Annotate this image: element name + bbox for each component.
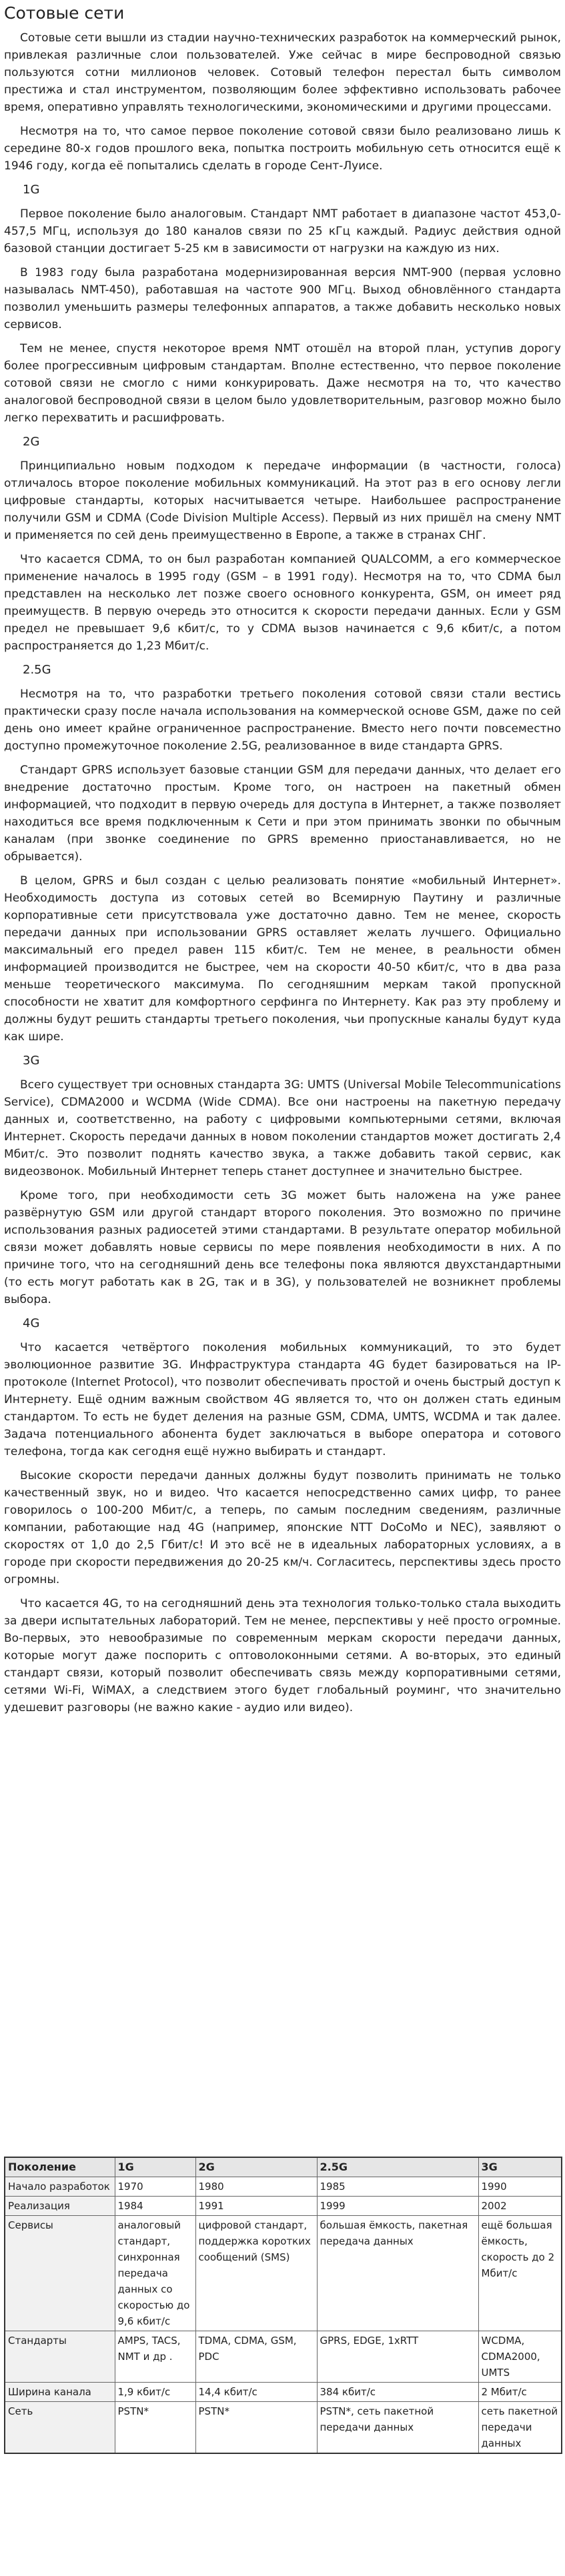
table-row-label: Ширина канала: [5, 2383, 115, 2402]
article-body: [4, 29, 561, 1716]
table-row: [5, 2177, 562, 2197]
table-row: [5, 2197, 562, 2216]
table-cell: сеть пакетной передачи данных: [478, 2402, 562, 2454]
table-row-label: Сервисы: [5, 2216, 115, 2331]
paragraph: В целом, GPRS и был создан с целью реализовать понятие «мобильный Интернет». Необходимость доступа из сотовых сетей во Всемирную Паутину и различные корпоративные сети присутствовала уже достаточно давно. Тем не менее, скорость передачи данных при использовании GPRS оставляет желать лучшего. Официально максимальный его предел равен 115 кбит/с. Тем не менее, в реальности обмен информацией производится не быстрее, чем на скорости 40-50 кбит/с, что в два раза меньше теоретического максимума. По сегодняшним меркам такой пропускной способности не хватит для комфортного серфинга по Интернету. Как раз эту проблему и должны будут решить стандарты третьего поколения, чьи пропускные каналы будут куда как шире.: [4, 874, 561, 1044]
table-header-cell: 3G: [478, 2157, 562, 2177]
section-heading-2-5g: 2.5G: [23, 663, 51, 677]
table-cell: аналоговый стандарт, синхронная передача данных со скоростью до 9,6 кбит/с: [115, 2216, 195, 2331]
table-cell: PSTN*, сеть пакетной передачи данных: [317, 2402, 478, 2454]
paragraph: Что касается четвёртого поколения мобильных коммуникаций, то это будет эволюционное развитие 3G. Инфраструктура стандарта 4G будет базироваться на IP-протоколе (Internet Protocol), что позволит обеспечивать простой и очень быстрый доступ к Интернету. Ещё одним важным свойством 4G является то, что он должен стать единым стандартом. То есть не будет деления на разные GSM, CDMA, UMTS, WCDMA и так далее. Задача потенциального абонента будет заключаться в выборе оператора и сотового телефона, тогда как сегодня ещё нужно выбирать и стандарт.: [4, 1341, 561, 1458]
table-cell: 1985: [317, 2177, 478, 2197]
section-heading-2g: 2G: [23, 435, 40, 449]
paragraph: Первое поколение было аналоговым. Стандарт NMT работает в диапазоне частот 453,0-457,5 МГц, используя до 180 каналов связи по 25 кГц каждый. Радиус действия одной базовой станции достигает 5-25 км в зависимости от нагрузки на каждую из них.: [4, 207, 561, 255]
intro-paragraph: Несмотря на то, что самое первое поколение сотовой связи было реализовано лишь к середине 80-х годов прошлого века, попытка построить мобильную сеть относится ещё к 1946 году, когда её попытались сделать в городе Сент-Луисе.: [4, 125, 561, 173]
table-cell: 1990: [478, 2177, 562, 2197]
table-cell: 1991: [195, 2197, 317, 2216]
table-cell: PSTN*: [195, 2402, 317, 2454]
paragraph: Что касается 4G, то на сегодняшний день эта технология только-только стала выходить за двери испытательных лабораторий. Тем не менее, перспективы у неё просто огромные. Во-первых, это невообразимые по современным меркам скорости передачи данных, которые могут даже поспорить с оптоволоконными сетями. А во-вторых, это единый стандарт связи, который позволит обеспечивать связь между корпоративными сетями, сетями Wi-Fi, WiMAX, а следствием этого будет глобальный роуминг, что значительно удешевит разговоры (не важно какие - аудио или видео).: [4, 1597, 561, 1714]
table-cell: 2 Мбит/с: [478, 2383, 562, 2402]
table-cell: 1999: [317, 2197, 478, 2216]
table-cell: ещё большая ёмкость, скорость до 2 Мбит/с: [478, 2216, 562, 2331]
table-cell: AMPS, TACS, NMT и др .: [115, 2331, 195, 2383]
table-cell: 1980: [195, 2177, 317, 2197]
page-title: Сотовые сети: [4, 3, 125, 23]
table-header-cell: 2G: [195, 2157, 317, 2177]
intro-paragraph: Сотовые сети вышли из стадии научно-технических разработок на коммерческий рынок, привлекая различные слои пользователей. Уже сейчас в мире беспроводной связью пользуются сотни миллионов человек. Сотовый телефон перестал быть символом престижа и стал инструментом, позволяющим более эффективно использовать рабочее время, оперативно управлять технологическими, экономическими и другими процессами.: [4, 31, 561, 114]
table-cell: 2002: [478, 2197, 562, 2216]
table-header-cell: Поколение: [5, 2157, 115, 2177]
section-heading-3g: 3G: [23, 1054, 40, 1068]
table-cell: 1970: [115, 2177, 195, 2197]
table-cell: цифровой стандарт, поддержка коротких сообщений (SMS): [195, 2216, 317, 2331]
paragraph: Всего существует три основных стандарта 3G: UMTS (Universal Mobile Telecommunications Service), CDMA2000 и WCDMA (Wide CDMA). Все они настроены на пакетную передачу данных и, соответственно, на работу с цифровыми компьютерными сетями, включая Интернет. Скорость передачи данных в новом поколении стандартов может достигать 2,4 Мбит/с. Это позволит поднять качество звука, а также добавить такой сервис, как видеозвонок. Мобильный Интернет теперь станет доступнее и значительно быстрее.: [4, 1078, 561, 1178]
table-row-label: Реализация: [5, 2197, 115, 2216]
table-header-cell: 1G: [115, 2157, 195, 2177]
table-cell: 384 кбит/с: [317, 2383, 478, 2402]
generations-table: [4, 2157, 562, 2454]
paragraph: Несмотря на то, что разработки третьего поколения сотовой связи стали вестись практически сразу после начала использования на коммерческой основе GSM, даже по сей день оно имеет крайне ограниченное распространение. Вместо него почти повсеместно доступно промежуточное поколение 2.5G, реализованное в виде стандарта GPRS.: [4, 688, 561, 753]
table-cell: PSTN*: [115, 2402, 195, 2454]
table-cell: GPRS, EDGE, 1xRTT: [317, 2331, 478, 2383]
paragraph: Кроме того, при необходимости сеть 3G может быть наложена на уже ранее развёрнутую GSM или другой стандарт второго поколения. Это возможно по причине использования разных радиосетей этими стандартами. В результате оператор мобильной связи может добавлять новые сервисы по мере появления необходимости в них. А по причине того, что на сегодняшний день все телефоны пока являются двухстандартными (то есть могут работать как в 2G, так и в 3G), у пользователей не возникнет проблемы выбора.: [4, 1189, 561, 1306]
blank-space: [4, 1723, 561, 2157]
table-row: [5, 2216, 562, 2331]
table-row-label: Сеть: [5, 2402, 115, 2454]
table-row: [5, 2331, 562, 2383]
table-row-label: Стандарты: [5, 2331, 115, 2383]
table-row-label: Начало разработок: [5, 2177, 115, 2197]
paragraph: Что касается CDMA, то он был разработан компанией QUALCOMM, а его коммерческое применение началось в 1995 году (GSM – в 1991 году). Несмотря на то, что CDMA был представлен на несколько лет позже своего основного конкурента, GSM, он имеет ряд преимуществ. В первую очередь это относится к скорости передачи данных. Если у GSM предел не превышает 9,6 кбит/с, то у CDMA вызов начинается с 9,6 кбит/с, а потом распространяется до 1,23 Мбит/с.: [4, 553, 561, 653]
table-row: [5, 2383, 562, 2402]
section-heading-4g: 4G: [23, 1316, 40, 1330]
table-header-row: [5, 2157, 562, 2177]
section-heading-1g: 1G: [23, 183, 40, 197]
table-cell: большая ёмкость, пакетная передача данных: [317, 2216, 478, 2331]
table-header-cell: 2.5G: [317, 2157, 478, 2177]
table-cell: WCDMA, CDMA2000, UMTS: [478, 2331, 562, 2383]
table-cell: 1984: [115, 2197, 195, 2216]
paragraph: Высокие скорости передачи данных должны будут позволить принимать не только качественный звук, но и видео. Что касается непосредственно самих цифр, то ранее говорилось о 100-200 Мбит/с, а теперь, по самым последним сведениям, различные компании, работающие над 4G (например, японские NTT DoCoMo и NEC), заявляют о скоростях от 1,0 до 2,5 Гбит/с! И это всё не в идеальных лабораторных условиях, а в городе при скорости передвижения до 20-25 км/ч. Согласитесь, перспективы здесь просто огромны.: [4, 1469, 561, 1586]
paragraph: Принципиально новым подходом к передаче информации (в частности, голоса) отличалось второе поколение мобильных коммуникаций. На этот раз в его основу легли цифровые стандарты, которых насчитывается четыре. Наибольшее распространение получили GSM и CDMA (Code Division Multiple Access). Первый из них пришёл на смену NMT и применяется по сей день преимущественно в Европе, а также в странах СНГ.: [4, 459, 561, 542]
paragraph: Тем не менее, спустя некоторое время NMT отошёл на второй план, уступив дорогу более прогрессивным цифровым стандартам. Вполне естественно, что первое поколение сотовой связи не смогло с ними конкурировать. Даже несмотря на то, что качество аналоговой беспроводной связи в целом было удовлетворительным, разговор можно было легко перехватить и расшифровать.: [4, 342, 561, 425]
table-row: [5, 2402, 562, 2454]
paragraph: Стандарт GPRS использует базовые станции GSM для передачи данных, что делает его внедрение достаточно простым. Кроме того, он настроен на пакетный обмен информацией, что подходит в первую очередь для доступа в Интернет, а также позволяет находиться все время подключенным к Сети и при этом принимать звонки по обычным каналам (при звонке соединение по GPRS временно приостанавливается, но не обрывается).: [4, 764, 561, 864]
paragraph: В 1983 году была разработана модернизированная версия NMT-900 (первая условно называлась NMT-450), работавшая на частоте 900 МГц. Выход обновлённого стандарта позволил уменьшить размеры телефонных аппаратов, а также добавить несколько новых сервисов.: [4, 266, 561, 331]
table-cell: TDMA, CDMA, GSM, PDC: [195, 2331, 317, 2383]
table-cell: 1,9 кбит/с: [115, 2383, 195, 2402]
table-cell: 14,4 кбит/с: [195, 2383, 317, 2402]
